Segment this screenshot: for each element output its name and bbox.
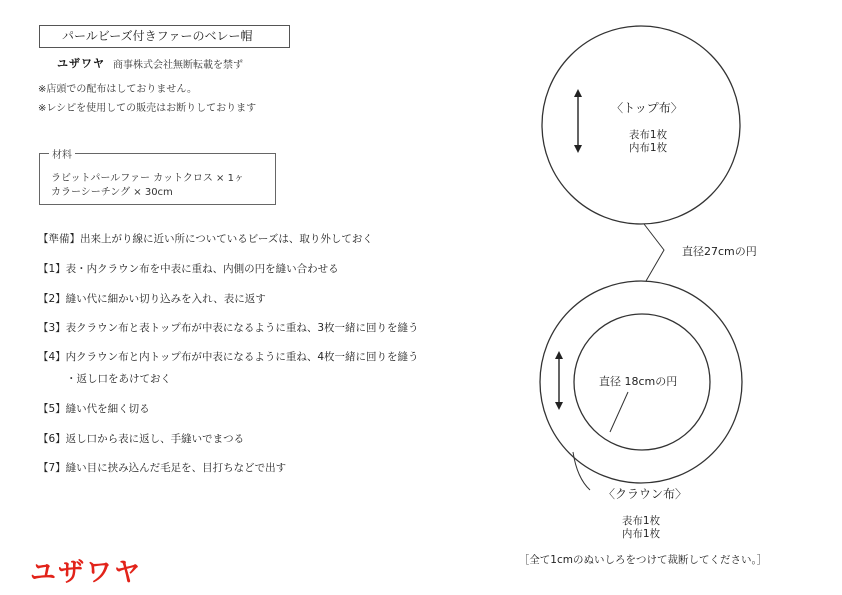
brand-logo-large: ユザワヤ [30, 558, 143, 588]
step-3: 【3】表クラウン布と表トップ布が中表になるように重ね、3枚一緒に回りを縫う [38, 322, 419, 334]
page-title: パールビーズ付きファーのベレー帽 [62, 29, 253, 43]
step-6: 【6】返し口から表に返し、手縫いでまつる [38, 433, 245, 445]
step-1: 【1】表・内クラウン布を中表に重ね、内側の円を縫い合わせる [38, 263, 339, 275]
crown-arrow-icon [555, 351, 563, 410]
outer-diameter-label: 直径27cmの円 [682, 245, 757, 258]
copyright-text: 商事株式会社無断転載を禁ず [113, 60, 243, 71]
top-label: 〈トップ布〉 [611, 101, 683, 115]
brand-logo-small: ユザワヤ [57, 57, 105, 70]
step-prep: 【準備】出来上がり線に近い所についているビーズは、取り外しておく [38, 233, 373, 245]
crown-leader [573, 452, 590, 490]
step-4: 【4】内クラウン布と内トップ布が中表になるように重ね、4枚一緒に回りを縫う [38, 351, 419, 363]
crown-line1: 表布1枚 [621, 515, 661, 527]
top-circle [542, 26, 740, 224]
top-line2: 内布1枚 [628, 142, 668, 154]
cutting-note: ［全て1cmのぬいしろをつけて裁断してください。］ [518, 554, 768, 566]
notice-line: ※レシピを使用しての販売はお断りしております [38, 103, 257, 114]
step-7: 【7】縫い目に挟み込んだ毛足を、目打ちなどで出す [38, 462, 287, 474]
step-4-note: ・返し口をあけておく [66, 373, 171, 385]
crown-label: 〈クラウン布〉 [602, 487, 688, 501]
inner-diameter-leader [610, 392, 628, 432]
notice-line: ※店頭での配布はしておりません。 [38, 84, 197, 95]
top-arrow-icon [574, 89, 582, 153]
inner-diameter-label: 直径 18cmの円 [599, 375, 678, 388]
materials-legend: 材料 [49, 146, 75, 161]
step-2: 【2】縫い代に細かい切り込みを入れ、表に返す [38, 293, 266, 305]
step-5: 【5】縫い代を細く切る [38, 403, 150, 415]
material-item: カラーシーチング × 30cm [51, 187, 173, 198]
crown-line2: 内布1枚 [621, 528, 661, 540]
top-line1: 表布1枚 [628, 129, 668, 141]
diameter-leader [644, 224, 664, 281]
material-item: ラビットパールファー カットクロス × 1ヶ [51, 173, 244, 184]
